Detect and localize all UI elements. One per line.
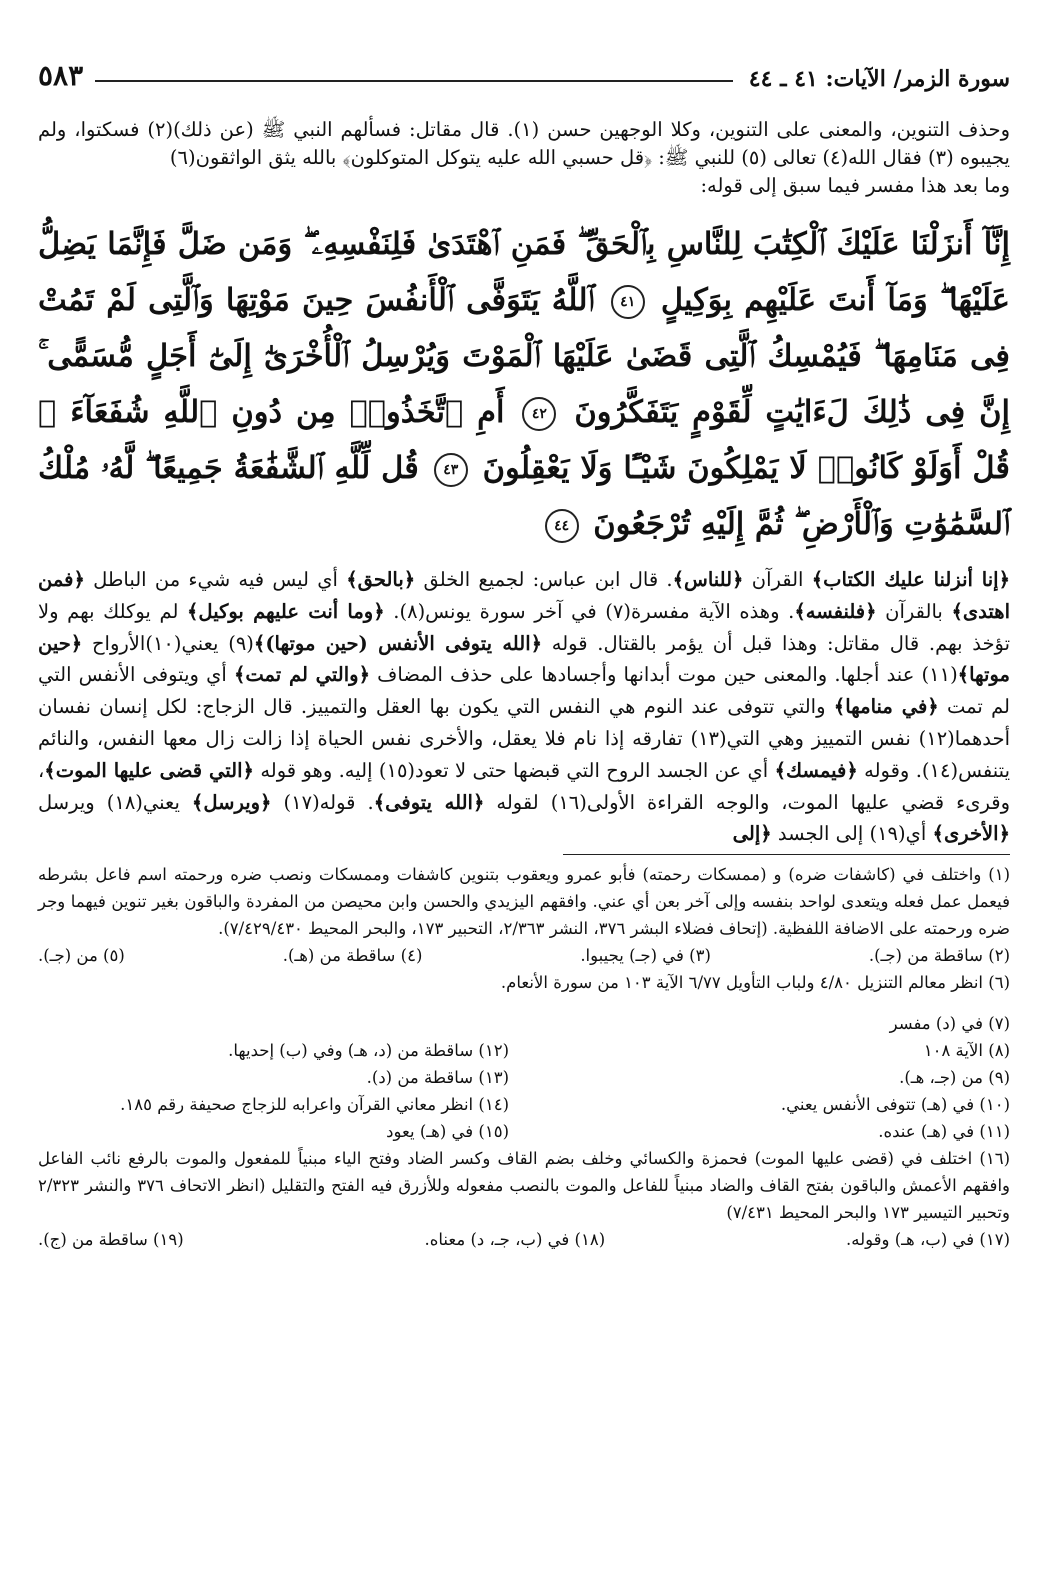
quote-k8: ﴿حين موتها﴾ — [38, 631, 1010, 687]
intro-lead: وما بعد هذا مفسر فيما سبق إلى قوله: — [700, 174, 1010, 197]
text-t9: أي ويتوفى الأنفس التي لم تمت — [38, 663, 1010, 719]
quote-k7: ﴿الله يتوفى الأنفس (حين موتها)﴾ — [253, 631, 543, 655]
quote-k3: ﴿بالحق﴾ — [346, 568, 416, 591]
text-t13: . قوله(١٧) — [271, 790, 374, 814]
footnote-9: (٩) من (جـ، هـ). — [899, 1068, 1010, 1088]
text-t5: . وهذه الآية مفسرة(٧) في آخر سورة يونس(٨). — [384, 599, 795, 623]
quote-k14: ﴿ويرسل﴾ — [191, 790, 272, 814]
text-t12: ، وقرىء قضي عليها الموت، والوجه القراءة الأولى(١٦) لقوله — [38, 758, 1010, 814]
ayah-marker-41: ٤١ — [611, 285, 645, 319]
text-t15: أي(١٩) إلى الجسد — [771, 822, 933, 846]
quote-k16: ﴿إلى — [732, 822, 772, 846]
footnote-19: (١٩) ساقطة من (ج). — [38, 1230, 184, 1250]
text-t14: يعني(١٨) ويرسل — [38, 790, 192, 814]
verse-43: أَمِ ٱتَّخَذُوا۟ مِن دُونِ ٱللَّهِ شُفَعَآءَ ۚ قُلْ أَوَلَوْ كَانُوا۟ لَا يَمْلِكُونَ شَيْـًٔا وَلَا يَعْقِلُونَ — [38, 394, 1010, 486]
quote-k4: ﴿فمن اهتدى﴾ — [38, 568, 1010, 623]
footnote-8: (٨) الآية ١٠٨ — [923, 1041, 1010, 1061]
footnote-5: (٥) من (جـ). — [38, 946, 125, 966]
footnote-grid-blank — [38, 1010, 509, 1037]
verse-44: قُل لِّلَّهِ ٱلشَّفَٰعَةُ جَمِيعًا ۖ لَّهُۥ مُلْكُ ٱلسَّمَٰوَٰتِ وَٱلْأَرْضِ ۖ ثُمَّ إِلَيْهِ تُرْجَعُونَ — [38, 450, 1010, 542]
page — [38, 52, 1010, 1563]
page-header — [38, 52, 1010, 92]
footnote-16: (١٦) اختلف في (قضى عليها الموت) فحمزة والكسائي وخلف بضم القاف وكسر الضاد وفتح الياء مبنياً للمفعول والموت بالرفع نائب الفاعل وافقهم الأعمش والباقون بفتح القاف والضاد مبنياً للفاعل والموت بالنصب مفعوله وللأزرق فيه الفتح والتقليل (انظر الاتحاف ٣٧٦ والنشر ٢/٣٢٣ وتحبير التيسير ١٧٣ والبحر المحيط ٧/٤٣١) — [38, 1149, 1010, 1223]
footnote-14: (١٤) انظر معاني القرآن واعرابه للزجاج صحيفة رقم ١٨٥. — [120, 1095, 509, 1115]
quote-k1: ﴿إنا أنزلنا عليك الكتاب﴾ — [811, 568, 1010, 591]
text-t11: أي عن الجسد الروح التي قبضها حتى لا تعود(١٥) إليه. وهو قوله — [253, 758, 775, 782]
footnote-15: (١٥) في (هـ) يعود — [386, 1122, 509, 1142]
header-rule — [95, 80, 733, 82]
intro-paragraph: وحذف التنوين، والمعنى على التنوين، وكلا الوجهين حسن (١). قال مقاتل: فسألهم النبي ﷺ (عن ذلك)(٢) فسكتوا، ولم يجيبوه (٣) فقال الله(٤) تعالى (٥) للنبي ﷺ: ﴿قل حسبي الله عليه يتوكل المتوكلون﴾ بالله يثق الواثقون(٦) — [38, 118, 1011, 169]
quote-k6: ﴿وما أنت عليهم بوكيل﴾ — [187, 599, 385, 623]
text-t8: (١١) عند أجلها. والمعنى حين موت أبدانها وأجسادها على حذف المضاف — [370, 663, 958, 687]
quote-k9: ﴿والتي لم تمت﴾ — [233, 663, 370, 687]
quote-k15: ﴿الأخرى﴾ — [932, 822, 1010, 846]
footnote-6: (٦) انظر معالم التنزيل ٤/٨٠ ولباب التأويل ٦/٧٧ الآية ١٠٣ من سورة الأنعام. — [500, 973, 1010, 993]
text-t10: والتي تتوفى عند النوم هي النفس التي يكون بها العقل والتمييز. قال الزجاج: لكل إنسان نفسان أحدهما(١٢) نفس التمييز وهي التي(١٣) تفارقه إذا نام فلا يعقل، والأخرى نفس الحياة إذا زالت زال معها النفس، والنائم يتنفس(١٤). وقوله — [38, 695, 1010, 782]
text-t3: أي ليس فيه شيء من الباطل — [84, 568, 347, 591]
text-t6: لم يوكلك بهم ولا تؤخذ بهم. قال مقاتل: وهذا قبل أن يؤمر بالقتال. قوله — [38, 599, 1011, 655]
footnote-rule — [563, 854, 1010, 855]
ayah-marker-44: ٤٤ — [545, 509, 579, 543]
tafsir-commentary — [38, 564, 1010, 850]
verse-42: ٱللَّهُ يَتَوَفَّى ٱلْأَنفُسَ حِينَ مَوْتِهَا وَٱلَّتِى لَمْ تَمُتْ فِى مَنَامِهَا ۖ فَيُمْسِكُ ٱلَّتِى قَضَىٰ عَلَيْهَا ٱلْمَوْتَ وَيُرْسِلُ ٱلْأُخْرَىٰٓ إِلَىٰٓ أَجَلٍ مُّسَمًّى ۚ إِنَّ فِى ذَٰلِكَ لَءَايَٰتٍ لِّقَوْمٍ يَتَفَكَّرُونَ — [38, 282, 1010, 430]
text-t4: بالقرآن — [876, 599, 952, 623]
ayah-marker-42: ٤٢ — [522, 397, 556, 431]
footnote-grid — [38, 1010, 1010, 1145]
text-t7: (٩) يعني(١٠)الأرواح — [82, 631, 254, 655]
quote-k2: ﴿للناس﴾ — [672, 568, 744, 591]
footnote-13: (١٣) ساقطة من (د). — [366, 1068, 509, 1088]
footnotes — [38, 861, 1010, 1253]
footnote-7: (٧) في (د) مفسر — [889, 1014, 1010, 1034]
intro-text — [38, 116, 1010, 200]
footnote-gap — [38, 996, 1010, 1004]
footnote-1: (١) واختلف في (كاشفات ضره) و (ممسكات رحمته) فأبو عمرو ويعقوب بتنوين كاشفات وممسكات ونصب ضره ورحمته اسم فاعل بشرطه فيعمل عمل فعله ويتعدى لواحد بنفسه وإلى آخر بعن أي عني. وافقهم اليزيدي والحسن وابن محيصن من المفردة والباقون بغير تنوين فيهما وجر ضره ورحمته على الاضافة اللفظية. (إتحاف فضلاء البشر ٣٧٦، النشر ٢/٣٦٣، التحبير ١٧٣، والبحر المحيط ٧/٤٢٩/٤٣٠). — [38, 865, 1010, 939]
footnote-2: (٢) ساقطة من (جـ). — [868, 946, 1010, 966]
footnote-18: (١٨) في (ب، جـ، د) معناه. — [424, 1230, 606, 1250]
text-t1: القرآن — [743, 568, 812, 591]
footnote-10: (١٠) في (هـ) تتوفى الأنفس يعني. — [780, 1095, 1010, 1115]
verse-41: إِنَّآ أَنزَلْنَا عَلَيْكَ ٱلْكِتَٰبَ لِلنَّاسِ بِٱلْحَقِّ ۖ فَمَنِ ٱهْتَدَىٰ فَلِنَفْسِهِۦ ۖ وَمَن ضَلَّ فَإِنَّمَا يَضِلُّ عَلَيْهَا ۖ وَمَآ أَنتَ عَلَيْهِم بِوَكِيلٍ — [38, 226, 1010, 318]
footnote-11: (١١) في (هـ) عنده. — [878, 1122, 1010, 1142]
quran-verses — [38, 216, 1010, 552]
footnote-17: (١٧) في (ب، هـ) وقوله. — [846, 1230, 1010, 1250]
footnote-12: (١٢) ساقطة من (د، هـ) وفي (ب) إحديها. — [228, 1041, 509, 1061]
quote-k12: ﴿التي قضى عليها الموت﴾ — [44, 758, 254, 782]
quote-k13: ﴿الله يتوفى﴾ — [373, 790, 485, 814]
footnote-3: (٣) في (جـ) يجيبوا. — [580, 946, 711, 966]
surah-title: سورة الزمر/ الآيات: ٤١ ـ ٤٤ — [748, 66, 1010, 92]
ayah-marker-43: ٤٣ — [434, 453, 468, 487]
quote-k11: ﴿فيمسك﴾ — [774, 758, 858, 782]
quote-k10: ﴿في منامها﴾ — [833, 695, 939, 719]
footnote-row-2-5 — [38, 942, 1010, 969]
text-t2: . قال ابن عباس: لجميع الخلق — [415, 568, 673, 591]
footnote-row-17-19 — [38, 1226, 1010, 1253]
page-number: ٥٨٣ — [38, 59, 84, 92]
tafsir-paragraph — [38, 564, 1010, 850]
quote-k5: ﴿فلنفسه﴾ — [794, 599, 877, 623]
footnote-4: (٤) ساقطة من (هـ). — [282, 946, 423, 966]
